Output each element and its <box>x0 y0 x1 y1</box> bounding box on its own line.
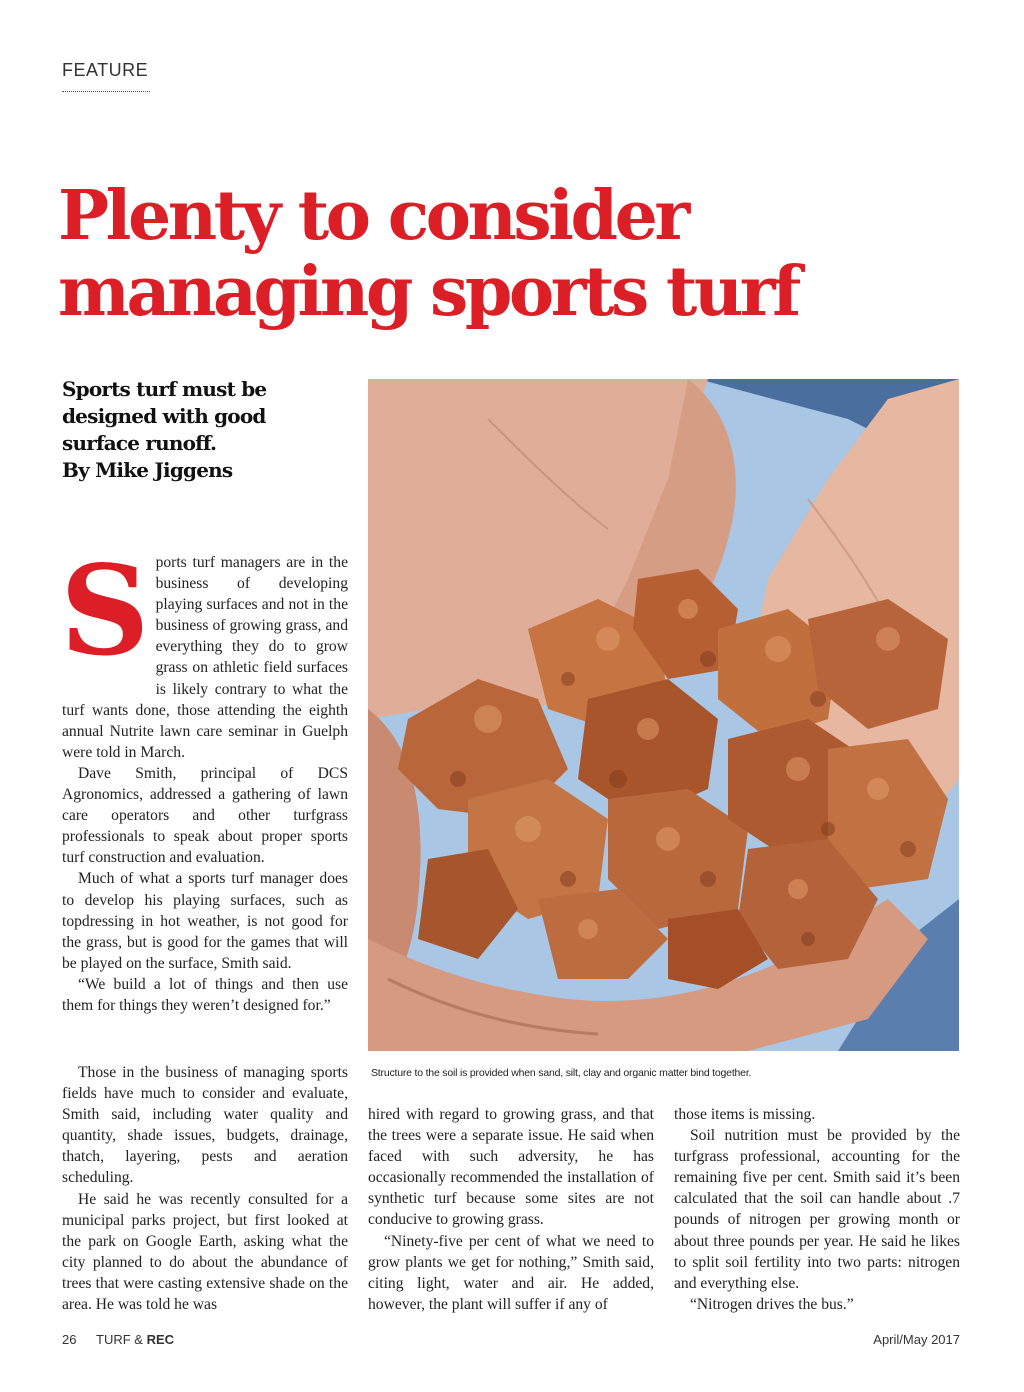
column-1-bottom <box>62 1062 348 1315</box>
deck-line-2: designed with good <box>62 404 266 428</box>
paragraph-4: “We build a lot of things and then use them for things they weren’t designed for.” <box>62 975 348 1014</box>
deck <box>62 376 352 484</box>
paragraph-7: hired with regard to growing grass, and that the trees were a separate issue. He said when faced with such adversity, he has occasionally recommended the installation of synthetic turf because some sites are not conducive to growing grass. <box>368 1106 654 1229</box>
magazine-name-suffix: REC <box>146 1332 175 1347</box>
paragraph-9: those items is missing. <box>674 1106 816 1123</box>
byline: By Mike Jiggens <box>62 458 233 482</box>
soil-photo <box>368 379 959 1051</box>
paragraph-8: “Ninety-five per cent of what we need to grow plants we get for nothing,” Smith said, citing light, water and air. He added, however, the plant will suffer if any of <box>368 1232 654 1313</box>
headline <box>58 178 998 330</box>
paragraph-6: He said he was recently consulted for a municipal parks project, but first looked at the park on Google Earth, asking what the city planned to do about the abundance of trees that were casting extensive shade on the area. He was told he was <box>62 1190 348 1314</box>
headline-line-2: managing sports turf <box>58 252 798 332</box>
column-3 <box>674 1104 960 1315</box>
soil-in-hands-image <box>368 379 959 1051</box>
headline-line-1: Plenty to consider <box>58 176 687 256</box>
section-divider <box>62 91 150 92</box>
paragraph-2: Dave Smith, principal of DCS Agronomics, addressed a gathering of lawn care operators and other turfgrass professionals to speak about proper sports turf construction and evaluation. <box>62 764 348 867</box>
paragraph-1: ports turf managers are in the business of developing playing surfaces and not in the business of growing grass, and everything they do to grow grass on athletic field surfaces is likely contrary to what the turf wants done, those attending the eighth annual Nutrite lawn care seminar in Guelph were told in March. <box>62 554 348 761</box>
magazine-name <box>96 1332 174 1347</box>
paragraph-3: Much of what a sports turf manager does to develop his playing surfaces, such as topdressing in hot weather, is not good for the grass, but is good for the games that will be played on the surface, Smith said. <box>62 870 348 972</box>
photo-caption: Structure to the soil is provided when sand, silt, clay and organic matter bind together. <box>371 1067 752 1079</box>
page-number: 26 <box>62 1332 77 1347</box>
paragraph-5: Those in the business of managing sports fields have much to consider and evaluate, Smith said, including water quality and quantity, shade issues, budgets, drainage, thatch, layering, pests and aeration scheduling. <box>62 1064 348 1187</box>
magazine-name-prefix: TURF & <box>96 1332 147 1347</box>
deck-line-1: Sports turf must be <box>62 377 267 401</box>
issue-date: April/May 2017 <box>873 1332 960 1347</box>
drop-cap: S <box>60 539 150 684</box>
column-2 <box>368 1104 654 1315</box>
section-label: FEATURE <box>62 60 149 80</box>
deck-line-3: surface runoff. <box>62 431 217 455</box>
paragraph-10: Soil nutrition must be provided by the turfgrass professional, accounting for the remaining five per cent. Smith said it’s been calculated that the soil can handle about .7 pounds of nitrogen per growing month or about three pounds per year. He said he likes to split soil fertility into two parts: nitrogen and everything else. <box>674 1127 960 1292</box>
paragraph-11: “Nitrogen drives the bus.” <box>690 1295 854 1313</box>
column-1-top <box>60 539 348 1016</box>
